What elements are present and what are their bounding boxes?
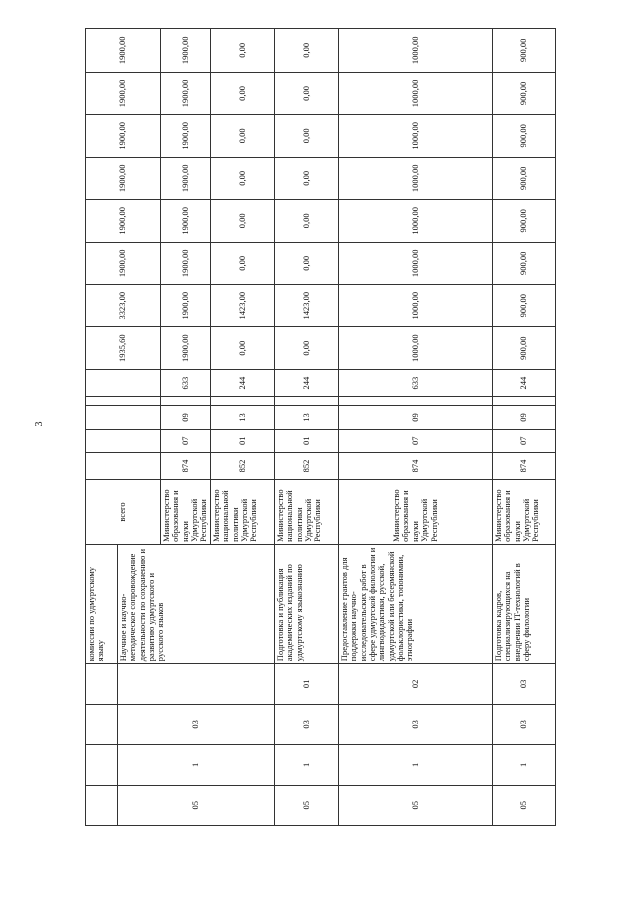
grbs-cell: 874: [339, 452, 493, 479]
code-cell: 03: [493, 704, 556, 744]
table-row: [493, 29, 556, 826]
total-label: всего: [86, 480, 161, 545]
pr-cell: 09: [493, 406, 556, 429]
value-cell: 900,00: [493, 29, 556, 73]
value-cell: 0,00: [211, 242, 275, 284]
value-cell: 900,00: [493, 200, 556, 242]
code-cell: [118, 664, 275, 704]
value-cell: 0,00: [211, 115, 275, 157]
value-cell: 900,00: [493, 327, 556, 369]
grbs-cell: 874: [161, 452, 211, 479]
code-cell: 03: [118, 704, 275, 744]
table-row: [275, 29, 339, 826]
value-cell: 1900,00: [161, 285, 211, 327]
vr-cell: 633: [161, 369, 211, 396]
value-cell: 1000,00: [339, 242, 493, 284]
activity-name: Подготовка кадров, специализирующихся на внедрении IT-технологий в сферу филологии: [493, 544, 556, 663]
value-cell: 0,00: [211, 327, 275, 369]
value-cell: 0,00: [211, 157, 275, 199]
value-cell: 1900,00: [86, 200, 161, 242]
pr-cell: 13: [211, 406, 275, 429]
code-cell: 01: [275, 664, 339, 704]
executor-cell: Министерство национальной политики Удмуртской Республики: [211, 480, 275, 545]
subprogram-name: Научное и научно-методическое сопровождение деятельности по сохранению и развитию удмуртского и русского языков: [118, 544, 275, 663]
code-cell: 03: [493, 664, 556, 704]
pr-cell: 09: [339, 406, 493, 429]
grbs-cell: 852: [275, 452, 339, 479]
code-cell: 05: [275, 785, 339, 825]
value-cell: 1000,00: [339, 72, 493, 114]
pr-cell: 09: [161, 406, 211, 429]
grbs-cell: 874: [493, 452, 556, 479]
value-cell: 900,00: [493, 72, 556, 114]
executor-cell: Министерство образования и науки Удмуртской Республики: [339, 480, 493, 545]
vr-cell: 244: [211, 369, 275, 396]
rz-cell: 07: [493, 429, 556, 452]
value-cell: 1900,00: [161, 200, 211, 242]
rz-cell: 01: [275, 429, 339, 452]
code-cell: 1: [118, 745, 275, 785]
code-cell: 1: [275, 745, 339, 785]
value-cell: 0,00: [211, 29, 275, 73]
value-cell: 0,00: [211, 72, 275, 114]
table-row: [339, 29, 493, 826]
code-cell: 03: [339, 704, 493, 744]
executor-cell: Министерство национальной политики Удмуртской Республики: [275, 480, 339, 545]
value-cell: 0,00: [275, 327, 339, 369]
value-cell: 1900,00: [161, 72, 211, 114]
value-cell: 1900,00: [161, 242, 211, 284]
code-cell: 05: [339, 785, 493, 825]
value-cell: 0,00: [211, 200, 275, 242]
value-cell: 1000,00: [339, 157, 493, 199]
value-cell: 1900,00: [161, 29, 211, 73]
value-cell: 900,00: [493, 285, 556, 327]
table-row: [86, 29, 118, 826]
value-cell: 1900,00: [86, 115, 161, 157]
rz-cell: 01: [211, 429, 275, 452]
document-body: [85, 28, 555, 826]
value-cell: 1000,00: [339, 285, 493, 327]
value-cell: 1900,00: [86, 157, 161, 199]
activity-name: Предоставление грантов для поддержки научно-исследовательских работ в сфере удмуртской филологии и лингводидактики, русской, удмуртской или бесермянской фольклористики, топонимии, этнографии: [339, 544, 493, 663]
value-cell: 1900,00: [86, 242, 161, 284]
value-cell: 1900,00: [161, 157, 211, 199]
value-cell: 1900,00: [86, 29, 161, 73]
value-cell: 1423,00: [211, 285, 275, 327]
value-cell: 900,00: [493, 157, 556, 199]
pr-cell: 13: [275, 406, 339, 429]
value-cell: 1900,00: [86, 72, 161, 114]
value-cell: 1000,00: [339, 29, 493, 73]
value-cell: 3323,00: [86, 285, 161, 327]
value-cell: 0,00: [275, 115, 339, 157]
value-cell: 1000,00: [339, 200, 493, 242]
vr-cell: 633: [339, 369, 493, 396]
value-cell: 0,00: [275, 200, 339, 242]
vr-cell: 244: [275, 369, 339, 396]
code-cell: 1: [493, 745, 556, 785]
value-cell: 1423,00: [275, 285, 339, 327]
rz-cell: 07: [339, 429, 493, 452]
value-cell: 900,00: [493, 115, 556, 157]
value-cell: 0,00: [275, 242, 339, 284]
value-cell: 900,00: [493, 242, 556, 284]
subprogram-name-continuation: комиссии по удмуртскому языку: [86, 544, 118, 663]
executor-cell: Министерство образования и науки Удмуртской Республики: [493, 480, 556, 545]
budget-table: [85, 28, 556, 826]
value-cell: 1935,60: [86, 327, 161, 369]
code-cell: 05: [493, 785, 556, 825]
value-cell: 1000,00: [339, 115, 493, 157]
rz-cell: 07: [161, 429, 211, 452]
value-cell: 0,00: [275, 29, 339, 73]
value-cell: 1900,00: [161, 115, 211, 157]
value-cell: 1000,00: [339, 327, 493, 369]
rotated-page: [85, 28, 555, 826]
code-cell: 03: [275, 704, 339, 744]
code-cell: 02: [339, 664, 493, 704]
grbs-cell: 852: [211, 452, 275, 479]
code-cell: 1: [339, 745, 493, 785]
vr-cell: 244: [493, 369, 556, 396]
value-cell: 0,00: [275, 72, 339, 114]
value-cell: 1900,00: [161, 327, 211, 369]
code-cell: 05: [118, 785, 275, 825]
executor-cell: Министерство образования и науки Удмуртской Республики: [161, 480, 211, 545]
activity-name: Подготовка и публикация академических изданий по удмуртскому языкознанию: [275, 544, 339, 663]
page-number: 3: [34, 421, 45, 427]
value-cell: 0,00: [275, 157, 339, 199]
